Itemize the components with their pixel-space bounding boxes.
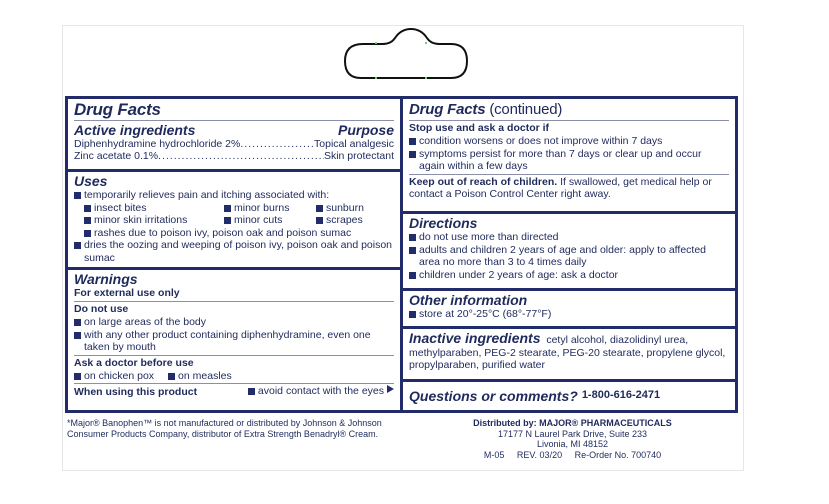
inactive-ingredients-section <box>403 329 735 382</box>
list-item: on large areas of the body <box>74 316 394 329</box>
divider <box>74 355 394 356</box>
divider <box>409 120 729 121</box>
address-line-1: 17177 N Laurel Park Drive, Suite 233 <box>497 428 648 439</box>
divider <box>74 120 394 121</box>
list-item: on measles <box>168 370 232 383</box>
keep-out-of-reach: Keep out of reach of children. If swallowed, get medical help or contact a Poison Control Center right away. <box>409 175 712 200</box>
drug-facts-title: Drug Facts <box>74 100 161 119</box>
active-ingredients-heading: Active ingredients <box>74 122 196 138</box>
list-item: temporarily relieves pain and itching associated with: <box>74 189 394 202</box>
questions-heading: Questions or comments? <box>409 387 578 404</box>
external-use-note: For external use only <box>74 287 180 299</box>
ingredient-purpose: Topical analgesic <box>314 138 394 150</box>
list-item: dries the oozing and weeping of poison ivy, poison oak and poison sumac <box>74 239 394 264</box>
phone-number: 1-800-616-2471 <box>581 389 661 401</box>
stop-use-heading: Stop use and ask a doctor if <box>409 122 550 134</box>
list-item: with any other product containing diphenhydramine, even one taken by mouth <box>74 329 394 354</box>
list-item: condition worsens or does not improve within 7 days <box>409 135 729 148</box>
bullet-icon <box>409 272 416 279</box>
list-item: insect bites <box>84 202 224 215</box>
bullet-icon <box>84 217 91 224</box>
directions-heading: Directions <box>409 215 478 231</box>
uses-heading: Uses <box>74 173 108 189</box>
distributor-info <box>410 418 735 460</box>
bullet-icon <box>409 138 416 145</box>
bullet-icon <box>316 205 323 212</box>
item-code: M-05 <box>483 449 505 460</box>
bullet-icon <box>74 332 81 339</box>
bullet-icon <box>224 217 231 224</box>
directions-section <box>403 214 735 291</box>
bullet-icon <box>409 234 416 241</box>
divider <box>74 301 394 302</box>
codes-line <box>410 450 735 461</box>
list-item: symptoms persist for more than 7 days or clear up and occur again within a few days <box>409 148 729 173</box>
bullet-icon <box>74 242 81 249</box>
ingredient-row <box>74 138 394 150</box>
stop-use-section <box>403 99 735 214</box>
ingredient-purpose: Skin protectant <box>323 150 394 162</box>
list-item: store at 20°-25°C (68°-77°F) <box>409 308 729 321</box>
list-item: minor skin irritations <box>84 214 224 227</box>
revision: REV. 03/20 <box>516 449 563 460</box>
list-item: avoid contact with the eyes <box>248 385 394 398</box>
trademark-disclaimer: *Major® Banophen™ is not manufactured or distributed by Johnson & Johnson Consumer Products Company, distributor of Extra Strength Benadryl® Cream. <box>67 418 382 439</box>
ask-doctor-heading: Ask a doctor before use <box>74 356 194 369</box>
list-item: do not use more than directed <box>409 231 729 244</box>
ingredient-name: Zinc acetate 0.1% <box>74 150 159 162</box>
list-item: minor cuts <box>224 214 316 227</box>
when-using-row <box>74 385 394 399</box>
uses-section <box>68 172 400 270</box>
continue-arrow-icon <box>387 385 394 393</box>
active-ingredients-section <box>68 99 400 172</box>
drug-facts-continued-title: Drug Facts (continued) <box>409 101 563 118</box>
questions-section <box>403 382 735 410</box>
when-using-heading: When using this product <box>74 386 198 398</box>
bullet-icon <box>409 247 416 254</box>
leader-dots <box>158 150 324 162</box>
warnings-heading: Warnings <box>74 271 138 287</box>
list-item: adults and children 2 years of age and older: apply to affected area no more than 3 to 4 times daily <box>409 244 729 269</box>
list-item: on chicken pox <box>74 370 154 383</box>
bullet-icon <box>224 205 231 212</box>
bullet-icon <box>316 217 323 224</box>
ingredient-name: Diphenhydramine hydrochloride 2% <box>74 138 241 150</box>
bullet-icon <box>84 230 91 237</box>
bullet-icon <box>74 373 81 380</box>
leader-dots <box>240 138 314 150</box>
uses-grid <box>74 202 394 227</box>
purpose-heading: Purpose <box>337 122 394 138</box>
bullet-icon <box>248 388 255 395</box>
other-information-section <box>403 291 735 329</box>
bullet-icon <box>84 205 91 212</box>
right-column <box>403 99 735 410</box>
other-information-heading: Other information <box>409 292 528 308</box>
inactive-ingredients-list: cetyl alcohol, diazolidinyl urea, methylparaben, PEG-2 stearate, PEG-20 stearate, propylene glycol, propylparaben, purified water <box>409 334 726 371</box>
divider <box>409 174 729 175</box>
list-item: children under 2 years of age: ask a doctor <box>409 269 729 282</box>
list-item: sunburn <box>316 202 396 215</box>
list-item: minor burns <box>224 202 316 215</box>
hang-hole-icon <box>331 25 471 80</box>
left-column <box>68 99 403 410</box>
reorder-number: Re-Order No. 700740 <box>574 449 662 460</box>
bullet-icon <box>409 311 416 318</box>
list-item: rashes due to poison ivy, poison oak and poison sumac <box>74 227 394 240</box>
do-not-use-heading: Do not use <box>74 303 129 315</box>
bullet-icon <box>168 373 175 380</box>
ingredient-row <box>74 150 394 162</box>
divider <box>74 383 394 384</box>
list-item: scrapes <box>316 214 396 227</box>
bullet-icon <box>74 319 81 326</box>
bullet-icon <box>74 192 81 199</box>
inactive-ingredients-heading: Inactive ingredients <box>409 330 541 346</box>
warnings-section <box>68 270 400 410</box>
bullet-icon <box>409 151 416 158</box>
distributor-name: Distributed by: MAJOR® PHARMACEUTICALS <box>473 418 672 428</box>
drug-facts-panel <box>65 96 738 413</box>
address-line-2: Livonia, MI 48152 <box>536 439 609 449</box>
